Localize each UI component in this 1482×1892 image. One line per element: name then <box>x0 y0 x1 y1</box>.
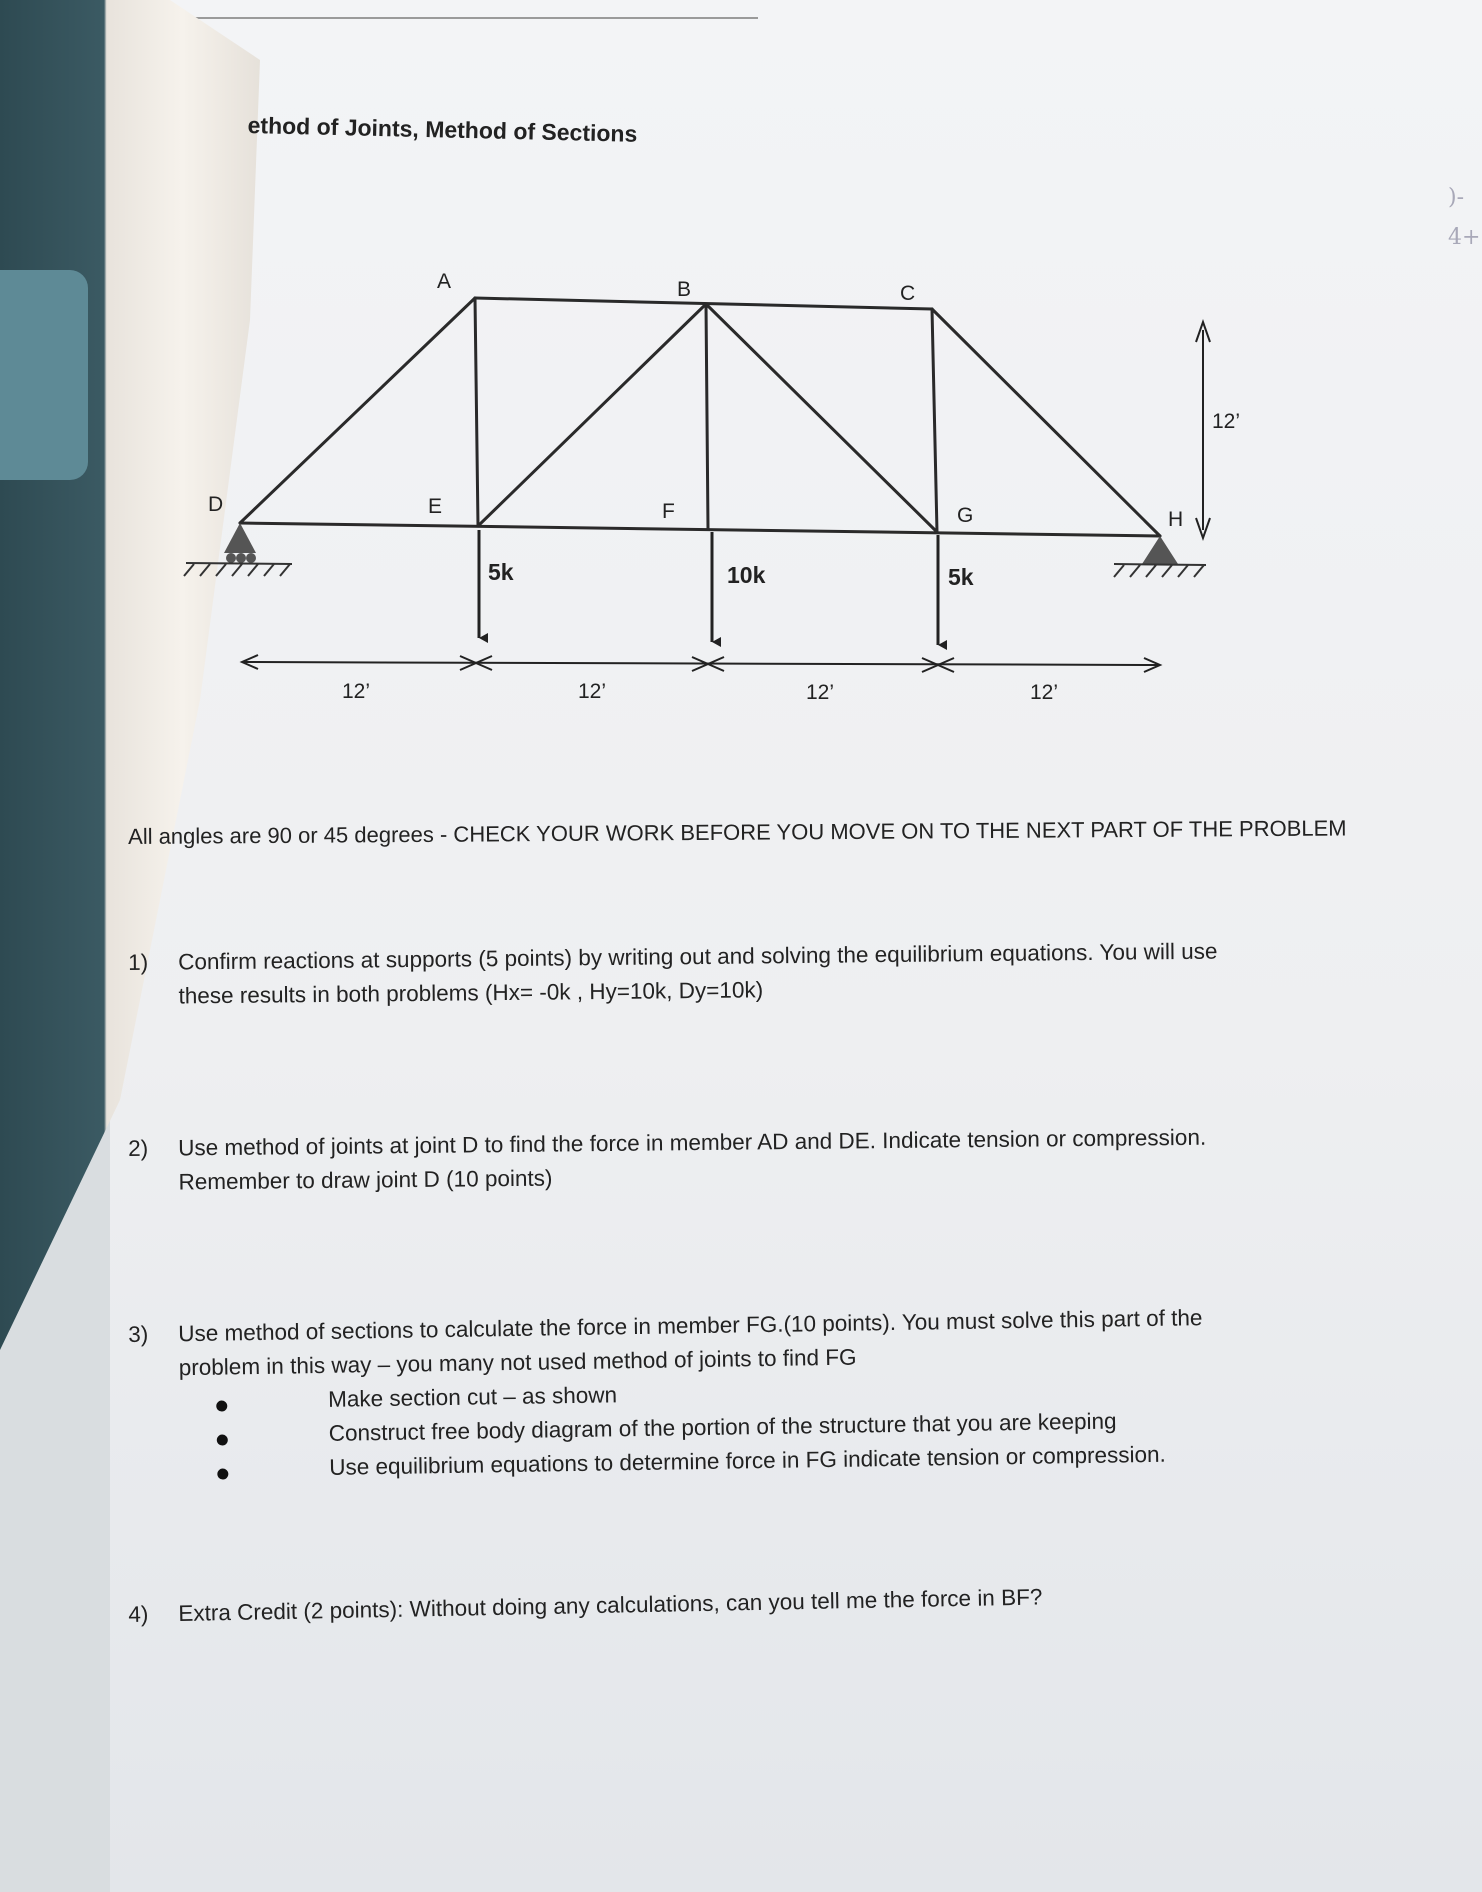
question-text-line: these results in both problems (Hx= -0k , Hy=10k, Dy=10k) <box>178 977 764 1009</box>
load-label-F: 10k <box>727 562 766 588</box>
member-AE <box>475 298 478 526</box>
height-label: 12’ <box>1212 410 1241 433</box>
question-number: 2) <box>128 1135 149 1161</box>
span-label-3: 12’ <box>806 681 835 704</box>
member-AD <box>240 298 475 523</box>
worksheet-heading: ethod of Joints, Method of Sections <box>247 112 638 147</box>
node-label-C: C <box>900 282 916 305</box>
node-label-G: G <box>957 504 974 527</box>
member-EB <box>478 304 706 526</box>
node-label-A: A <box>437 270 452 293</box>
angle-note: All angles are 90 or 45 degrees - CHECK YOUR WORK BEFORE YOU MOVE ON TO THE NEXT PART OF THE PROBLEM <box>128 815 1347 849</box>
bullet-text: Construct free body diagram of the portion of the structure that you are keeping <box>328 1408 1117 1446</box>
question-text-line: Confirm reactions at supports (5 points) by writing out and solving the equilibrium equations. You will use <box>178 938 1218 975</box>
span-dimension-lines <box>242 655 1160 672</box>
node-label-E: E <box>428 495 443 518</box>
node-label-D: D <box>208 493 224 516</box>
question-text-line: Extra Credit (2 points): Without doing any calculations, can you tell me the force in BF? <box>178 1584 1043 1627</box>
margin-scribble: )‑ 4+ <box>1448 185 1481 250</box>
question-number: 3) <box>128 1321 149 1347</box>
node-label-F: F <box>662 500 675 523</box>
bullet-text: Make section cut – as shown <box>327 1382 618 1412</box>
span-label-2: 12’ <box>578 680 607 703</box>
bullet-dot-icon <box>217 1468 228 1479</box>
question-text-line: Remember to draw joint D (10 points) <box>178 1165 553 1195</box>
question-text-line: Use method of sections to calculate the force in member FG.(10 points). You must solve this part of the <box>178 1305 1203 1347</box>
member-CG <box>932 309 937 532</box>
node-label-B: B <box>677 278 692 301</box>
bullet-text: Use equilibrium equations to determine force in FG indicate tension or compression. <box>329 1441 1167 1480</box>
question-text-line: Use method of joints at joint D to find the force in member AD and DE. Indicate tension or compression. <box>178 1124 1207 1161</box>
span-label-4: 12’ <box>1030 681 1059 704</box>
question-number: 4) <box>128 1601 149 1627</box>
span-label-1: 12’ <box>342 680 371 703</box>
load-label-G: 5k <box>948 564 974 590</box>
member-BG <box>706 304 937 532</box>
question-number: 1) <box>128 949 149 975</box>
pin-support-H <box>1114 536 1206 577</box>
node-label-H: H <box>1168 508 1184 531</box>
pin-support-D <box>184 523 292 576</box>
truss-diagram <box>0 0 1482 760</box>
question-text-line: problem in this way – you many not used method of joints to find FG <box>178 1344 857 1381</box>
member-BF <box>706 304 708 529</box>
load-label-E: 5k <box>488 559 514 585</box>
bottom-chord-member <box>240 523 1160 536</box>
member-CH <box>932 309 1160 536</box>
